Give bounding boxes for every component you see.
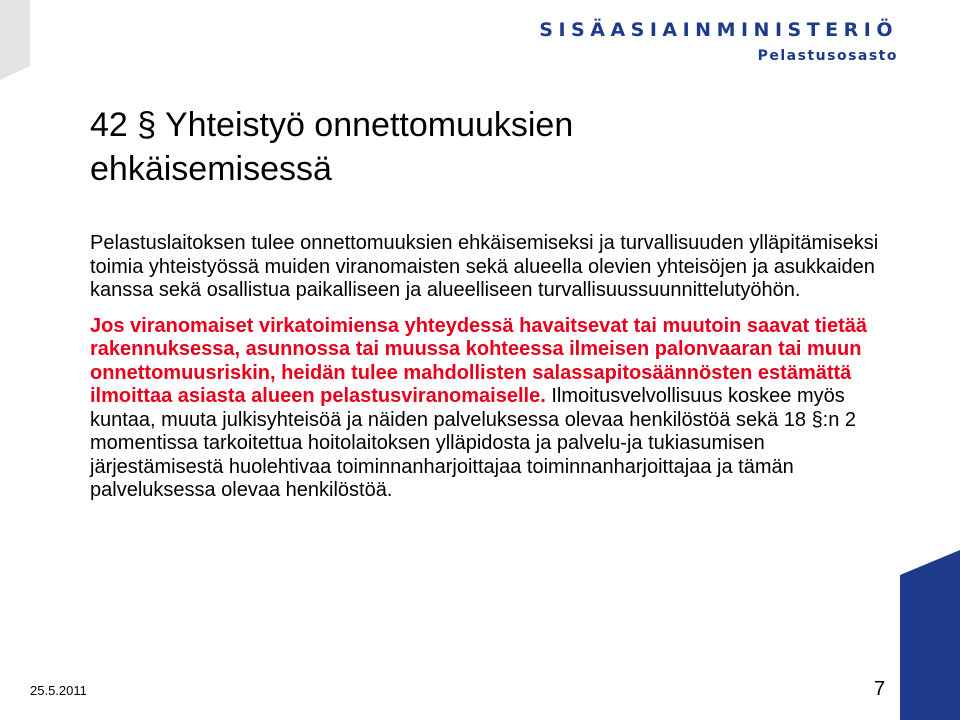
paragraph-notification	[90, 315, 890, 503]
slide-title-line1: 42 § Yhteistyö onnettomuuksien	[90, 106, 574, 144]
slide-title	[90, 103, 850, 191]
ministry-logo	[539, 18, 898, 66]
department-name: Pelastusosasto	[757, 48, 898, 64]
paragraph-cooperation: Pelastuslaitoksen tulee onnettomuuksien ehkäisemiseksi ja turvallisuuden ylläpitämiseksi toimia yhteistyössä muiden viranomaisten sekä alueella olevien yhteisöjen ja asukkaiden kanssa sekä osallistua paikalliseen ja alueelliseen turvallisuussuunnittelutyöhön.	[90, 232, 879, 301]
corner-decoration-top-left	[0, 0, 30, 80]
paragraph-notification-rest: Ilmoitusvelvollisuus koskee myös kuntaa, muuta julkisyhteisöä ja näiden palveluksessa olevaa henkilöstöä sekä 18 §:n 2 momentissa tarkoitettua hoitolaitoksen ylläpidosta ja palvelu-ja tukiasumisen järjestämisestä huolehtivaa toiminnanharjoittajaa toiminnanharjoittajaa ja tämän palveluksessa olevaa henkilöstöä.	[90, 385, 857, 501]
slide-title-line2: ehkäisemisessä	[90, 150, 332, 188]
highlighted-statement: Jos viranomaiset virkatoimiensa yhteydessä havaitsevat tai muutoin saavat tietää rakennuksessa, asunnossa tai muussa kohteessa ilmeisen palonvaaran tai muun onnettomuusriskin, heidän tulee mahdollisten salassapitosäännösten estämättä ilmoittaa asiasta alueen pelastusviranomaiselle.	[90, 314, 868, 407]
slide-body	[90, 232, 890, 503]
page-number: 7	[874, 678, 886, 700]
footer-date: 25.5.2011	[30, 683, 87, 698]
corner-decoration-bottom-right	[900, 550, 960, 720]
ministry-name: SISÄASIAINMINISTERIÖ	[539, 19, 898, 41]
